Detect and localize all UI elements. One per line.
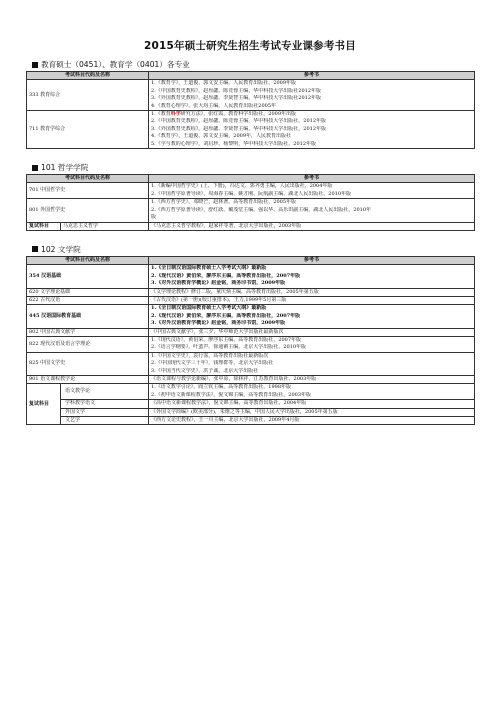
reference-cell: 《语文课程与教学论新编》，张中原，徐林祥，江苏教育出版社，2003年版 [149, 376, 475, 384]
subject-cell: 文艺学 [61, 417, 149, 425]
retest-label: 复试科目 [27, 222, 61, 230]
section-title-text: 101 哲学学院 [41, 163, 89, 173]
table-row [27, 183, 475, 199]
section-title-philosophy [32, 162, 474, 173]
reference-cell: 《古代汉语》(第一册)(校订重排本)，王力,1999年5月第三版 [149, 296, 475, 304]
subject-cell: 学科教学语文 [61, 400, 149, 408]
section-title-text: 102 文学院 [41, 244, 81, 254]
literature-table [26, 256, 475, 426]
subject-cell: 822 现代汉语及语言学理论 [27, 336, 149, 352]
section-title-literature [32, 244, 474, 255]
table-row [27, 328, 475, 336]
table-header-row [27, 72, 475, 80]
reference-cell [149, 111, 475, 149]
table-row [27, 408, 475, 416]
subject-cell: 354 汉语基础 [27, 265, 149, 288]
reference-cell [149, 265, 475, 288]
red-overlay-text: 科学 [170, 111, 181, 118]
reference-line: 2.《现代汉语》黄伯荣，廖序东主编，高等教育出版社，2007年版 [151, 272, 301, 279]
reference-cell: 《外国文学简编》(欧美部分)，朱维之等主编，中国人民大学出版社，2005年第五版 [149, 408, 475, 416]
header-reference: 参考书 [149, 256, 475, 264]
square-bullet-icon [32, 165, 38, 171]
reference-line: 1.《现代汉语》，黄伯荣、廖序东主编，高等教育出版社，2007年版 [151, 336, 302, 343]
table-header-row [27, 256, 475, 264]
header-subject: 考试科目代码及名称 [27, 72, 149, 80]
reference-line: 2.《中国哲学原著导读》，周海春主编，姚才刚、阮航副主编，湖北人民出版社，2010年版 [151, 190, 352, 197]
reference-line: 2.《中国现代文学三十年》，钱理群等，北京大学出版社 [151, 360, 274, 367]
reference-line: 4.《教育学》，王道俊、郭文安主编，2009年，人民教育出版社 [151, 133, 291, 140]
reference-line: 3.《对外汉语教育学概论》赵金铭，商务印书馆，2009年版 [151, 320, 286, 327]
table-row [27, 296, 475, 304]
reference-line: 1.《中国文学史》，袁行霈，高等教育出版社最新版次 [151, 352, 269, 359]
reference-line: 3.《外国教育史教程》，赵厚勰、李贤智主编，华中科技大学出版社2012年版 [151, 95, 321, 102]
reference-line: 1.《语文教学引论》，阎立钦主编，高等教育出版社，1998年版 [151, 384, 292, 391]
reference-line: 3.《对外汉语教育学概论》赵金铭，商务印书馆，2009年版 [151, 280, 286, 287]
header-subject: 考试科目代码及名称 [27, 175, 149, 183]
reference-line: 3.《中国当代文学史》，洪子诚，北京大学出版社 [151, 367, 259, 374]
table-row [27, 199, 475, 222]
subject-cell: 701 中国哲学史 [27, 183, 149, 199]
philosophy-table [26, 174, 475, 231]
reference-line: 5.《学与教的心理学》，刘启珍，杨黎明，华中科技大学出版社，2012年版 [151, 140, 316, 147]
reference-line: 1.《教育学》，王道俊、郭文安主编，人民教育出版社，2009年版 [151, 80, 296, 87]
table-row [27, 336, 475, 352]
reference-line: 1.《西方哲学史》，邓晓芒，赵林著，高等教育出版社，2005年版 [151, 199, 297, 206]
subject-cell: 802 中国古典文献学 [27, 328, 149, 336]
table-row [27, 352, 475, 375]
square-bullet-icon [32, 62, 38, 68]
reference-text: 研究方法》，张红霞，教育科学出版社，2009年出版 [180, 111, 297, 118]
reference-cell [149, 336, 475, 352]
reference-cell: 《西方文论史教程》，王一川主编，北京大学出版社，2009年4月版 [149, 417, 475, 425]
reference-cell: 《文学理论教程》修订二版，童庆炳主编，高等教育出版社，2005年第五版 [149, 288, 475, 296]
education-table [26, 71, 475, 149]
page-title: 2015年硕士研究生招生考试专业课参考书目 [144, 40, 356, 52]
subject-cell: 825 中国文学史 [27, 352, 149, 375]
reference-line [151, 111, 472, 118]
subject-cell: 620 文学理论基础 [27, 288, 149, 296]
reference-line: 4.《教育心理学》，张大均主编，人民教育出版社2005年 [151, 102, 276, 109]
reference-text: 1.《教育 [151, 111, 171, 118]
reference-line: 2.《中国教育史教程》，赵厚勰、陈竞蓉主编，华中科技大学出版社2012年版 [151, 87, 321, 94]
reference-line: 2.《现代汉语》黄伯荣，廖序东主编，高等教育出版社，2007年版 [151, 312, 301, 319]
subject-cell: 901 语文课程教学论 [27, 376, 149, 384]
subject-cell: 445 汉语国际教育基础 [27, 305, 149, 328]
section-title-education [32, 59, 474, 70]
reference-cell: 《高中语文新课程教学法》，倪文锦主编，高等教育出版社，2004年版 [149, 400, 475, 408]
header-subject: 考试科目代码及名称 [27, 256, 149, 264]
reference-cell [149, 80, 475, 111]
table-row [27, 417, 475, 425]
reference-line: 2.《初中语文新课程教学法》，倪文锦主编，高等教育出版社，2003年版 [151, 391, 312, 398]
square-bullet-icon [32, 246, 38, 252]
subject-cell: 622 古代汉语 [27, 296, 149, 304]
reference-line: 2.《西方哲学原著导读》，舒红跃、戴茂堂主编，强以华、高乐田副主编，湖北人民出版社，2010年 [151, 206, 372, 213]
reference-line: 版 [151, 214, 157, 221]
table-row [27, 384, 475, 400]
table-row [27, 265, 475, 288]
section-title-text: 教育硕士（0451）、教育学（0401）各专业 [41, 60, 190, 69]
header-reference: 参考书 [149, 72, 475, 80]
subject-cell: 外国文学 [61, 408, 149, 416]
subject-cell: 711 教育学综合 [27, 111, 149, 149]
reference-cell: 《马克思主义哲学教程》，赵家祥等著，北京大学出版社，2003年版 [149, 222, 475, 230]
table-row [27, 288, 475, 296]
reference-line: 1.《全日制汉语国际教育硕士入学考试大纲》最新版 [151, 305, 267, 312]
reference-line: 1.《全日制汉语国际教育硕士入学考试大纲》最新版 [151, 265, 267, 272]
reference-line: 2.《语言学纲要》，叶蜚声、徐通锵主编，北京大学出版社，2010年版 [151, 344, 307, 351]
table-row [27, 305, 475, 328]
reference-line: 3.《外国教育史教程》，赵厚勰、李贤智主编，华中科技大学出版社，2012年版 [151, 125, 326, 132]
reference-line: 2.《中国教育史教程》，赵厚勰、陈竞蓉主编，华中科技大学出版社，2012年版 [151, 118, 326, 125]
reference-cell [149, 352, 475, 375]
reference-cell [149, 183, 475, 199]
reference-line: 1.《新编中国哲学史》(上、下册)，冯达文、郭齐勇主编，人民出版社，2004年版 [151, 183, 333, 190]
table-header-row [27, 175, 475, 183]
subject-cell: 333 教育综合 [27, 80, 149, 111]
subject-cell: 马克思主义哲学 [61, 222, 149, 230]
header-reference: 参考书 [149, 175, 475, 183]
table-row [27, 400, 475, 408]
retest-label: 复试科目 [27, 384, 61, 425]
reference-cell [149, 384, 475, 400]
reference-cell [149, 305, 475, 328]
subject-cell: 801 外国哲学史 [27, 199, 149, 222]
reference-cell: 《中国古典文献学》，张三夕，华中师范大学出版社最新版次 [149, 328, 475, 336]
table-row [27, 80, 475, 111]
subject-cell: 语文教学论 [61, 384, 149, 400]
table-row [27, 376, 475, 384]
reference-cell [149, 199, 475, 222]
table-row [27, 111, 475, 149]
table-row [27, 222, 475, 230]
